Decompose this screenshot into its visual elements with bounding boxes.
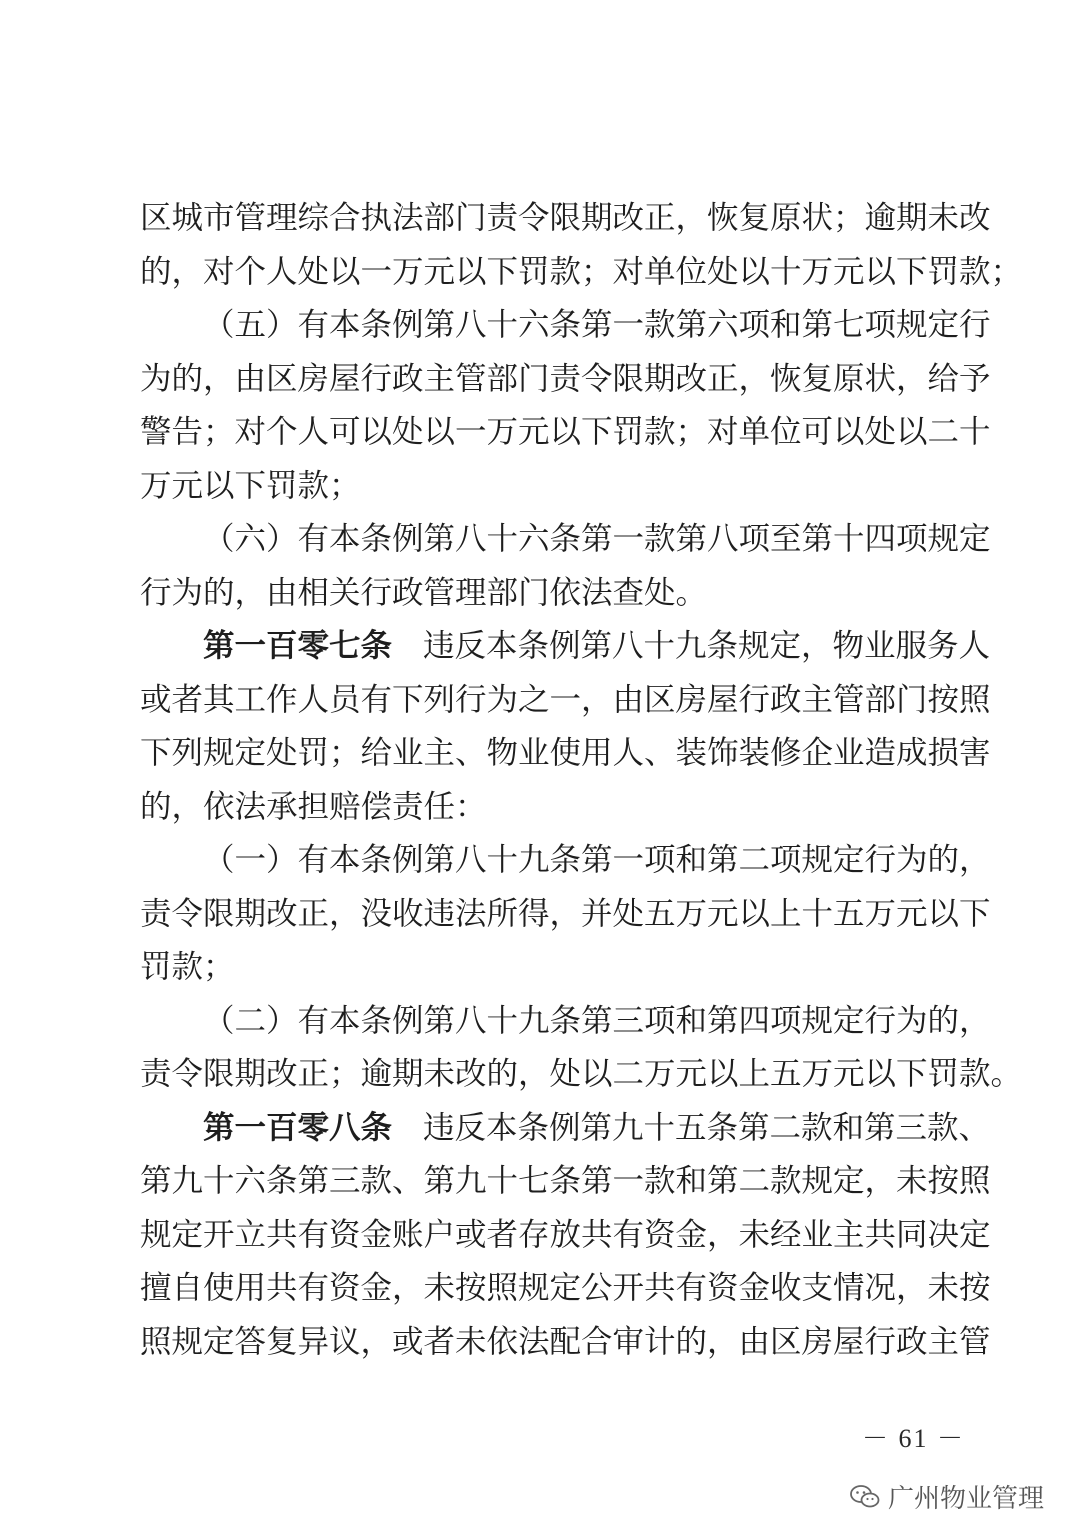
text-line: 区城市管理综合执法部门责令限期改正，恢复原状；逾期未改 [140, 200, 991, 236]
text-line: 罚款； [140, 949, 235, 985]
text-line: 擅自使用共有资金，未按照规定公开共有资金收支情况，未按 [140, 1270, 991, 1306]
article-first-line [140, 620, 991, 674]
text-line: 责令限期改正；逾期未改的，处以二万元以上五万元以下罚款。 [140, 1056, 1023, 1092]
text-line: 警告；对个人可以处以一万元以下罚款；对单位可以处以二十 [140, 414, 991, 450]
text-line: 万元以下罚款； [140, 467, 361, 504]
text-line: 的，对个人处以一万元以下罚款；对单位处以十万元以下罚款； [140, 253, 1023, 290]
text-line: 或者其工作人员有下列行为之一，由区房屋行政主管部门按照 [140, 681, 991, 718]
text-line: 规定开立共有资金账户或者存放共有资金，未经业主共同决定 [140, 1216, 991, 1253]
article-title: 第一百零八条 [203, 1109, 393, 1146]
text-line: 第九十六条第三款、第九十七条第一款和第二款规定，未按照 [140, 1163, 991, 1199]
text-line: （二）有本条例第八十九条第三项和第四项规定行为的， [203, 1002, 991, 1039]
page-number: － 61 － [862, 1424, 966, 1453]
text-line: （五）有本条例第八十六条第一款第六项和第七项规定行 [203, 307, 991, 343]
article-first-line [140, 1102, 991, 1156]
text-line: 照规定答复异议，或者未依法配合审计的，由区房屋行政主管 [140, 1323, 991, 1360]
text-line: 为的，由区房屋行政主管部门责令限期改正，恢复原状，给予 [140, 360, 991, 397]
text-line: （六）有本条例第八十六条第一款第八项至第十四项规定 [203, 521, 991, 557]
watermark [850, 1478, 1044, 1515]
text-line: 行为的，由相关行政管理部门依法查处。 [140, 574, 708, 611]
text-line: （一）有本条例第八十九条第一项和第二项规定行为的， [203, 842, 991, 878]
wechat-icon [850, 1484, 880, 1510]
watermark-text: 广州物业管理 [887, 1484, 1044, 1514]
article-title: 第一百零七条 [203, 628, 393, 664]
document-body [140, 192, 1023, 1369]
text-line: 责令限期改正，没收违法所得，并处五万元以上十五万元以下 [140, 895, 991, 932]
text-line: 下列规定处罚；给业主、物业使用人、装饰装修企业造成损害 [140, 735, 991, 771]
text-segment: 违反本条例第八十九条规定，物业服务人 [423, 628, 991, 664]
text-segment: 违反本条例第九十五条第二款和第三款、 [423, 1109, 991, 1146]
text-line: 的，依法承担赔偿责任： [140, 788, 487, 825]
